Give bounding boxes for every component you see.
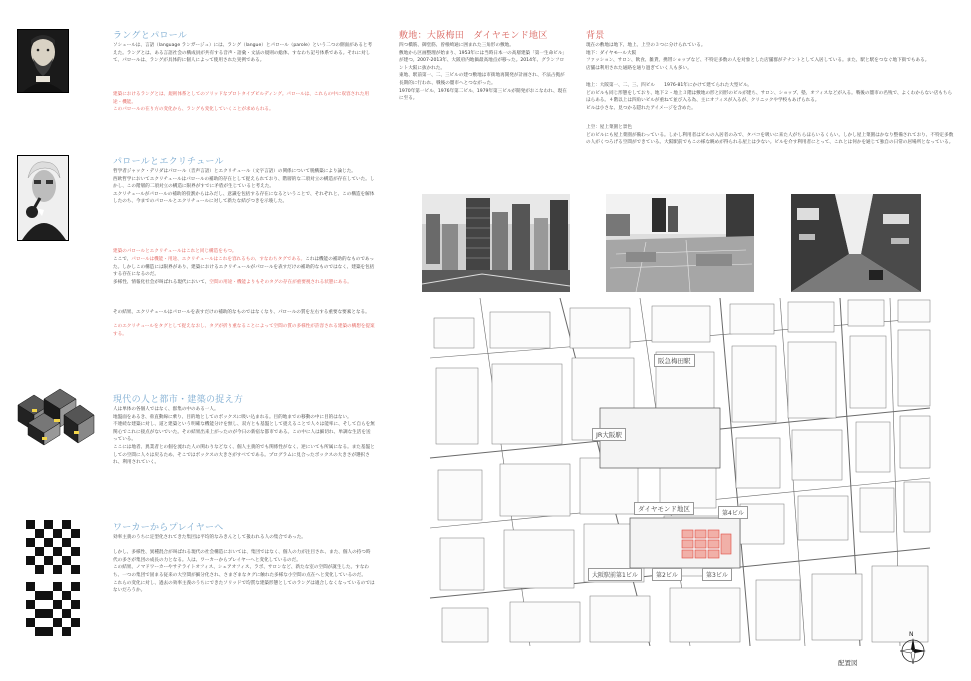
ecriture-mixed-red: パロールは機能・用途、エクリチュールはこれを容れるもの、すなわちタグである。 [131,257,306,262]
background-body-1: 現在の敷地は地下、地上、上空の３つに分けられている。 地下：ダイヤモール大阪 ファッション、サロン、飲食、雑貨、携帯ショップなど、不特定多数の人を対象とした店舗群がテナントとして入居している。また、駅と駅をつなぐ地下街でもある。 店舗は利用された通路を通り過ぎていく人も多い。 [586,43,930,71]
site-map [420,298,940,646]
ecriture-red-2: このエクリチュールをタグとして捉えなおし、タグが折り重なることによって空間の質の多様性が許容される建築の構想を提案する。 [113,324,375,337]
worker-title: ワーカーからプレイヤーへ [113,523,224,533]
map-label-jr: JR大阪駅 [592,428,626,441]
langue-title: ラングとパロール [113,31,188,41]
ecriture-red-1: 建築のパロールとエクリチュールはこれと同じ構造をもつ。 [113,249,237,254]
worker-body: 効率主義のうちに定型化されてきた集団は平均的なみきんとして扱われる人の集合であった。 しかし、多様性、異種混合が叫ばれる現代の社会構造においては、集団ではなく、個人の力が注目され、また、個人の持つ時代の多さが集団の成長の力となる。人は、ワーカーからプレイヤーへと変化しているのだ。 この結果、ノマドワーカーやサテライトオフィス、シェアオフィス、ラボ、サロンなど、新たな室の空間が誕生した。すなわち、一つの集団で固まる従来の大空間が細分化され、さまざまなタグに触れた多様な小空間の点在へと変化しているのだ。 これらの変化に対し、過去の効率主義のうちにできたソリッドで均質な建築形態としてのラングは適合しなくなっているのではないだろうか。 [113,535,375,594]
ecriture-mixed [113,256,375,286]
gendai-body: 人は単体の各個人ではなく、群集の中のある一人。 地盤面をあるき、垂直動線に乗り、目的地としてのボックスに吸い込まれる。目的地までの移動の中に目的はない。 不連続な建築に対し、道と建築という明確な機能分けを無し、双方とも基盤として捉えることで人々は能率に、そして自らを無関心でこれに接点がないでいた。その結果出来上がったのが今日の新宿な都市である。この中に人は細切れ、単調な生活を送っている。 ここには地者、異業者との個を流れた人の関わりなどなく、個人主義的でも関係性がなく、逆にいても所属になる。また基盤としての空間に人々は戻るため、そこではボックスの大きさがすべてである。プログラムに見合ったボックスの大きさが選択され、利用されていく。 [113,407,375,466]
rooftop-photo [606,194,754,292]
ecriture-mixed-post: これは機能の補助的なものであった。しかしこの構造には限界があり、建築におけるエクリチュールがパロールを表すだけの補助的なものではなく、建築を包括する存在になるのだ。 多様性、情報化社会が叫ばれる現代において、 [113,257,375,285]
map-label-diamond: ダイヤモンド地区 [634,502,694,515]
map-label-bldg2: 第2ビル [652,568,682,581]
map-label-bldg3: 第3ビル [702,568,732,581]
map-caption: 配置図 [838,659,858,667]
skyline-photo [422,194,570,292]
gendai-title: 現代の人と都市・建築の捉え方 [113,395,244,405]
checker-pattern-top [26,520,80,574]
compass-north-label: N [909,631,914,638]
map-label-hankyu: 阪急梅田駅 [654,354,695,367]
background-title: 背景 [586,31,605,41]
site-title: 敷地：大阪梅田 ダイヤモンド地区 [399,31,548,41]
background-body-2: 地上：大阪第一、二、三、四ビル 1976-81年にかけて建てられた大型ビル。 どのビルも同じ形態をしており、地下２・地上３階は敷地の形と同形のビルが建ち、サロン、ショップ、塾、オフィスなどが入る。戦後の闇市の名残で、よくわからない店もちらほらある。４階以上は四角いビルが重ねて並び入る為、主にオフィスが入るが、クリニックや学校もあげられる。 ビルは小さな、見つかる隠れたアイメージを含めた。 [586,83,953,111]
site-body: 四つ橋筋、御堂筋、曽根崎通に囲まれた三角形の敷地。 敷地から区画整理が始まり、1953年には当時日本一の高層建築「第一生命ビル」が建つ。2007-2013年、大阪府内地価最高地点が移った。2014年、グランフロント大阪に抜かれた。 東地、駅前第一、二、三ビルの建つ敷地は市街地再開発が計画され、不法占拠が長期的に行われ、戦後の闇市へとつながった。 1970年第一ビル、1976年第二ビル、1979年第三ビルが開発がおこなわれ、現在に至る。 [399,43,567,102]
ecriture-title: パロールとエクリチュール [113,157,224,167]
ecriture-mixed-pre: ここで、 [113,257,132,262]
street-photo [791,194,921,292]
saussure-portrait [17,29,69,93]
ecriture-mixed-red2: 空間の用途・機能よりもそのタグの存在が重要視される状態にある。 [209,279,352,285]
ecriture-body: 哲学者ジャック・デリダはパロール（音声言語）とエクリチュール（文字言語）の関係について脱構築により論じた。 西欧哲学においてエクリチュールはパロールの補助的存在として捉えられており、階層的な二項対立の構造が存在していた。しかし、この階層的二項対立の構造に限界がすでに矛盾が生じていると考えた。 エクリチュールがパロールの補助的役割からはみだし、意識を包括する存在になるということで、それぞれと、この構造を解体したのち、今までのパロールとエクリチュールに対して新たな結びつきを示唆した。 [113,169,375,205]
langue-red-note: 建築におけるラングとは、規則体系としてのソリッドなプロトタイプビルディング。パロールは、これらの中に収容された用途・機能。 このパロールの在り方の変化から、ラングも変化していくことが求められる。 [113,92,370,113]
map-label-bldg1: 大阪駅前第1ビル [588,568,642,581]
background-body-3: 上空：屋上菜園と景色 どのビルにも屋上菜園が備わっている。しかし利用者はビルの入居者のみで、タバコを吸いに来た人がちらほらいるくらい。しかし屋上菜園はかなり整備されており、不特定多数の人がくつろげる空間ができている。大阪駅前でもこの様な眺めが得られる屋上は少ない。ビルを介す利用者にとって、これとは何かを通じて独自の日常の居場所となっている。 [586,125,954,146]
ecriture-body-2: その結果、エクリチュールはパロールを表すだけの補助的なものではなくなり、パロールの質を左右する重要な要素となる。 [113,310,370,315]
checker-pattern-bottom [26,582,80,636]
north-compass [898,631,928,665]
langue-body: ソシュールは、言語（language ランガージュ）には、ラング（langue）とパロール（parole）という二つの側面があると考えた。ラングとは、ある言語社会の構成員が共有する音声・語彙・文法の規則の総体、すなわち記号体系である。それに対して、パロールは、ラングが具体的に個人によって使用された実例である。 [113,43,373,64]
derrida-portrait [17,155,69,241]
isometric-blocks-graphic [14,385,96,447]
map-label-bldg4: 第4ビル [718,506,748,519]
